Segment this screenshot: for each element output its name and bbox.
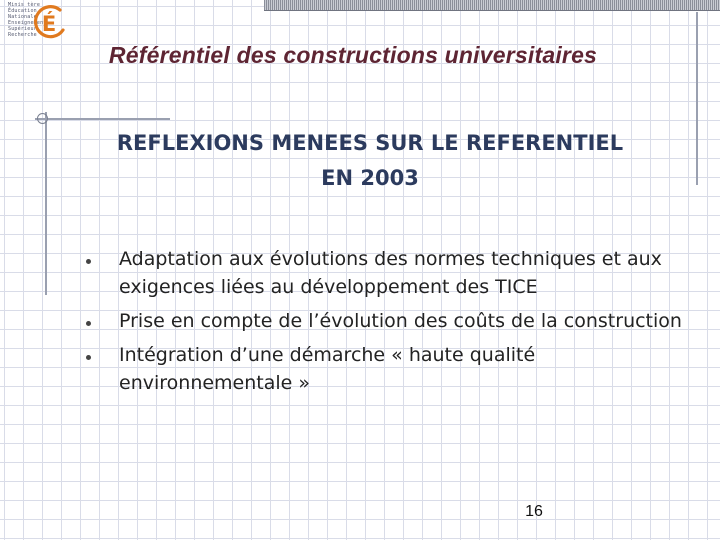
bullet-text: Prise en compte de l’évolution des coûts de la construction bbox=[119, 310, 682, 332]
bullet-text: Intégration d’une démarche « haute qualité environnementale » bbox=[119, 344, 536, 394]
bullet-list bbox=[80, 245, 700, 403]
logo-text: Minis tère Éducation Nationale Enseignement Supérieur Recherche bbox=[8, 2, 47, 38]
page-title: Référentiel des constructions universitaires bbox=[108, 42, 598, 68]
ministry-logo bbox=[0, 0, 72, 48]
slide-heading bbox=[60, 126, 680, 196]
rule-ring-icon bbox=[37, 113, 48, 124]
bullet-dot-icon bbox=[86, 259, 91, 264]
left-horizontal-rule bbox=[35, 118, 170, 120]
right-vertical-rule bbox=[696, 12, 698, 185]
bullet-dot-icon bbox=[86, 355, 91, 360]
bullet-item bbox=[80, 307, 700, 335]
slide-heading-line-1: REFLEXIONS MENEES SUR LE REFERENTIEL bbox=[116, 131, 624, 155]
left-vertical-rule bbox=[45, 112, 47, 295]
bullet-item bbox=[80, 341, 700, 397]
page-number: 16 bbox=[525, 503, 543, 520]
slide-heading-line-2: EN 2003 bbox=[321, 166, 419, 190]
logo-e-badge-icon bbox=[30, 2, 68, 42]
bullet-text: Adaptation aux évolutions des normes techniques et aux exigences liées au développement des TICE bbox=[119, 248, 662, 298]
bullet-item bbox=[80, 245, 700, 301]
bullet-dot-icon bbox=[86, 321, 91, 326]
top-decorative-bar bbox=[264, 0, 720, 10]
top-bar-underline bbox=[264, 10, 720, 11]
svg-text:É: É bbox=[41, 12, 57, 36]
